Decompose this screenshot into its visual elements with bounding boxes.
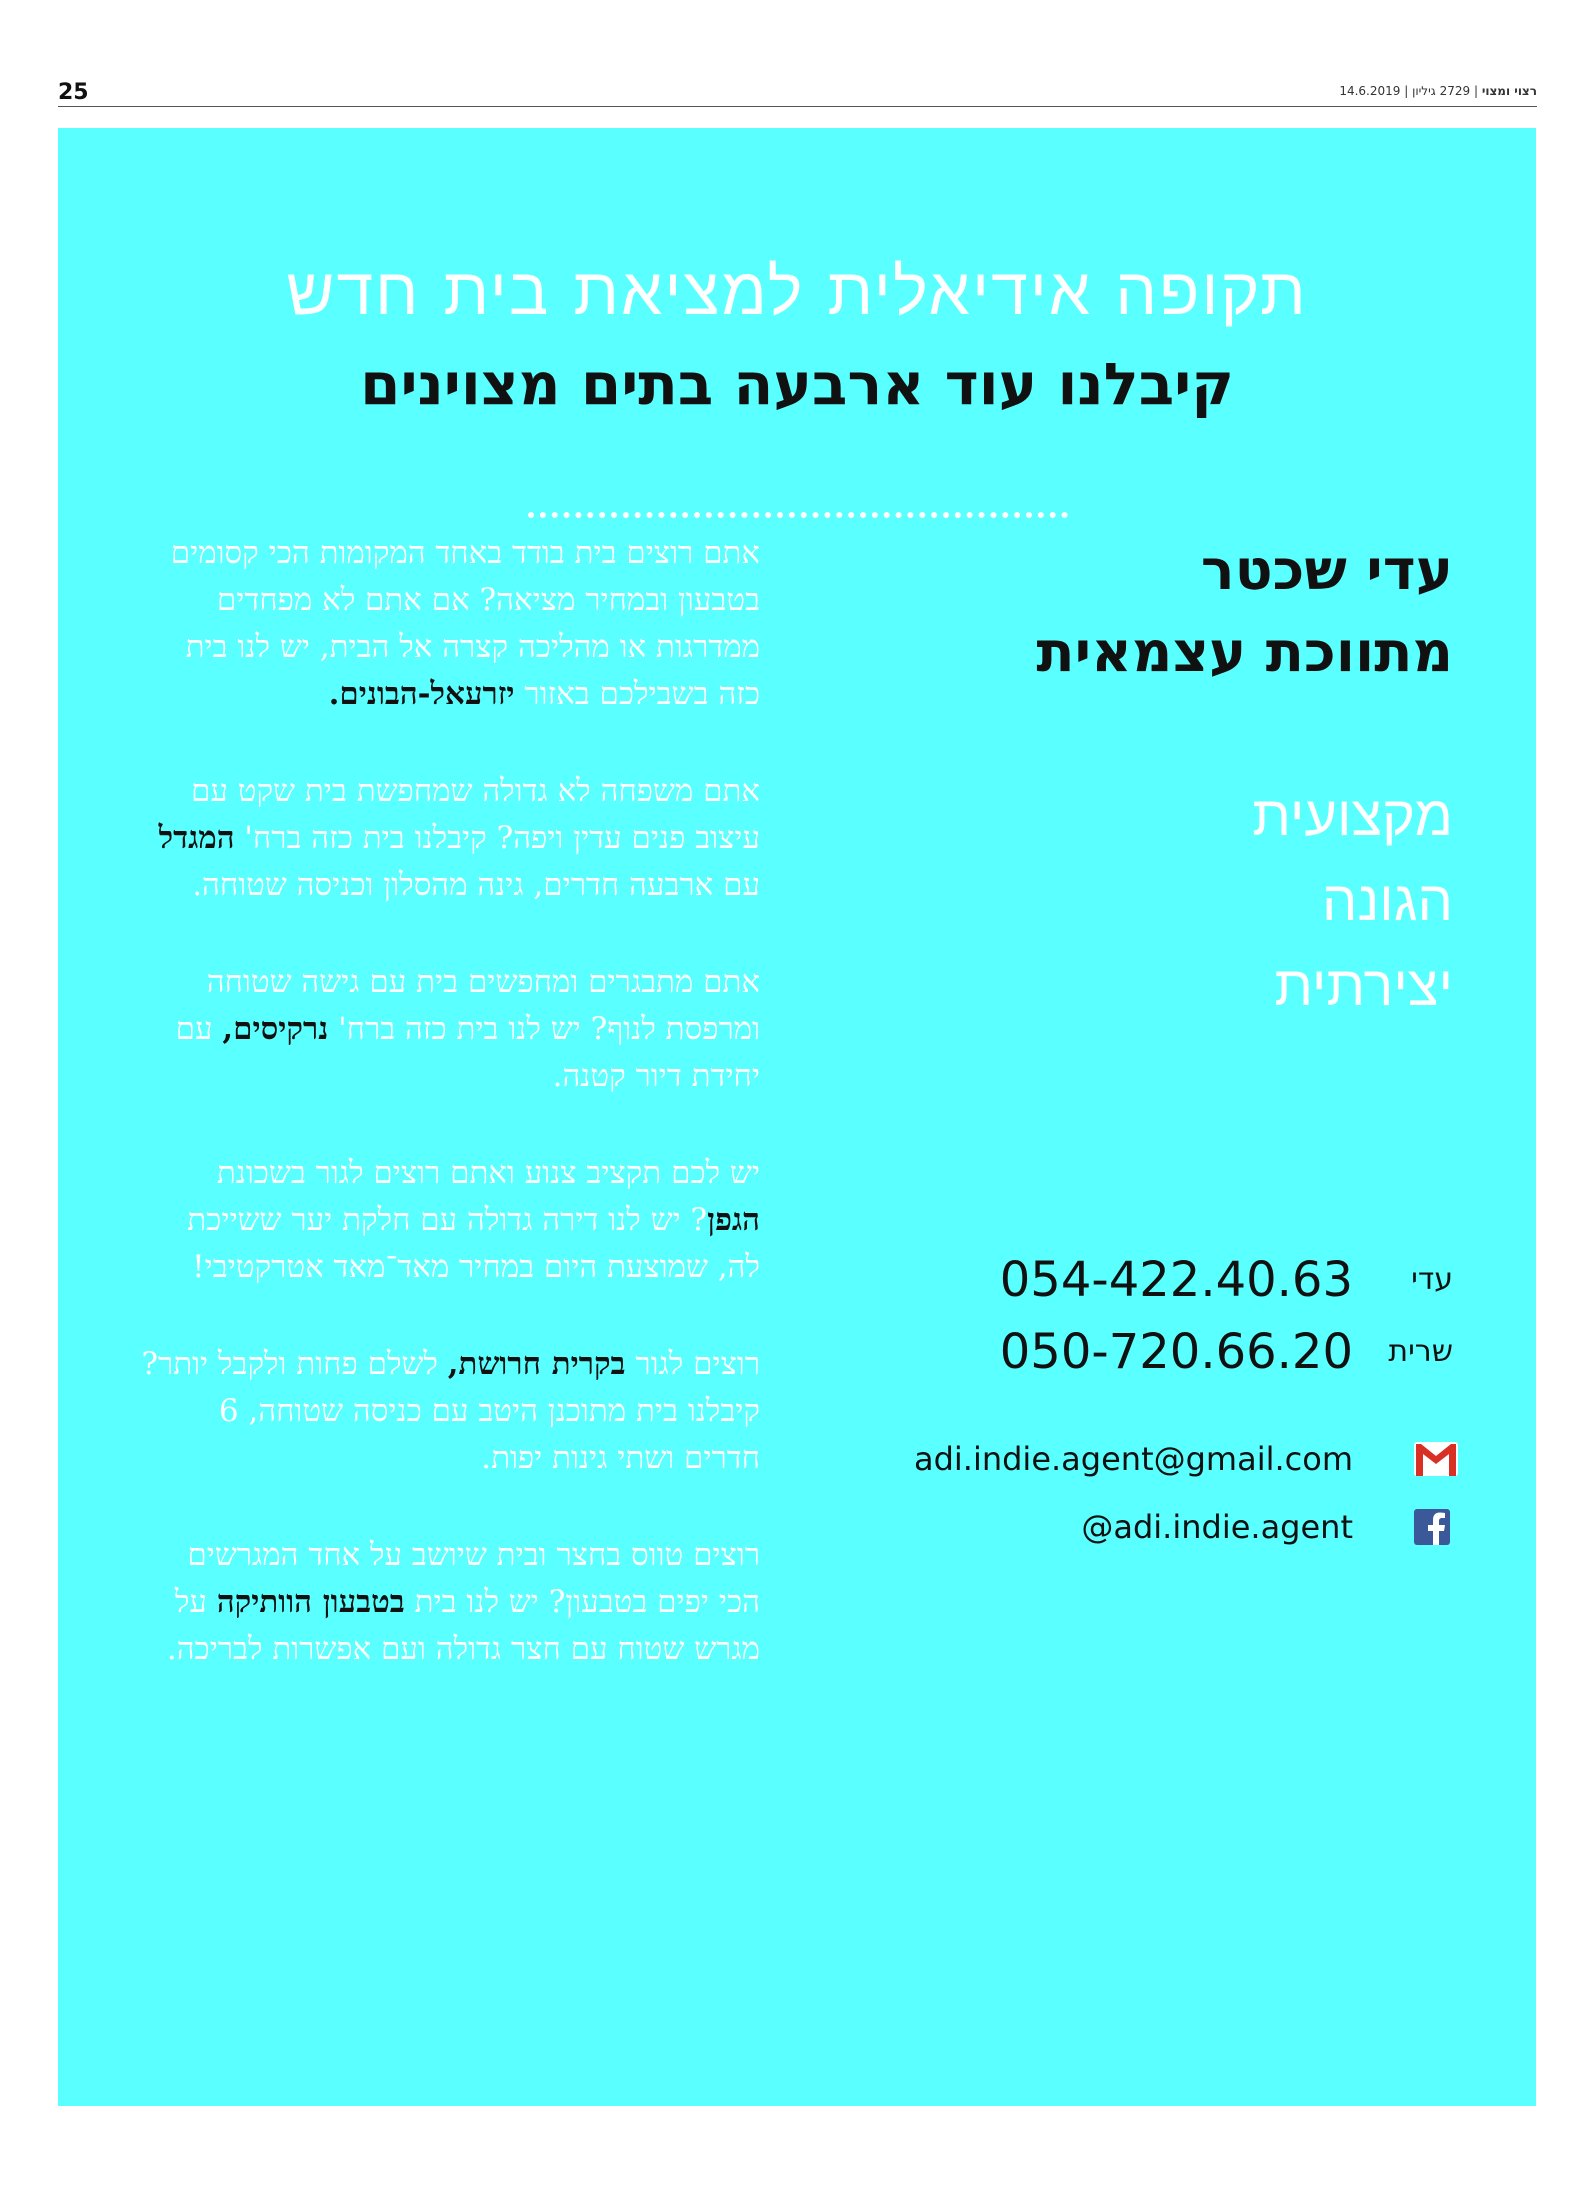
listing-text: רוצים לגור <box>625 1346 760 1382</box>
listing-text: יש לכם תקציב צנוע ואתם רוצים לגור בשכונת <box>216 1155 760 1191</box>
agent-title: מתווכת עצמאית <box>1036 620 1453 685</box>
listing-location: בטבעון הוותיקה <box>216 1584 405 1620</box>
listing-text: אתם משפחה לא גדולה שמחפשת בית שקט עם עיצוב פנים עדין ויפה? קיבלנו בית כזה ברח' <box>191 773 760 856</box>
listing-paragraph <box>140 768 760 909</box>
headline-top: תקופה אידיאלית למציאת בית חדש <box>286 253 1308 330</box>
issue-label: 2729 גיליון <box>1412 84 1471 98</box>
listing-paragraph <box>140 1532 760 1673</box>
publication-name: רצוי ומצוי <box>1481 84 1537 98</box>
listing-paragraph <box>140 530 760 718</box>
listing-paragraph <box>140 1150 760 1291</box>
contact-name: עדי <box>1411 1262 1453 1297</box>
contact-row <box>893 1324 1453 1384</box>
page-number: 25 <box>58 80 89 105</box>
gmail-icon <box>1413 1440 1453 1476</box>
service-item: מקצועית <box>1252 784 1453 849</box>
facebook-icon <box>1413 1508 1453 1544</box>
listing-text: רוצים טווס בחצר ובית שיושב על אחד המגרשים הכי יפים בטבעון? יש לנו בית <box>187 1537 760 1620</box>
listing-text: ? יש לנו דירה גדולה עם חלקת יער ששייכת לה, שמוצעת היום במחיר מאד־מאד אטרקטיבי! <box>187 1202 760 1285</box>
listings-column <box>140 530 760 1723</box>
phone-number[interactable]: 050-720.66.20 <box>999 1324 1353 1380</box>
masthead: רצוי ומצוי | 2729 גיליון | 14.6.2019 <box>1339 84 1537 98</box>
email-line <box>893 1440 1453 1484</box>
email-address[interactable]: adi.indie.agent@gmail.com <box>913 1440 1353 1478</box>
listing-location: הגפן <box>707 1202 760 1238</box>
listing-location: בקרית חרושת, <box>447 1346 626 1382</box>
listing-location: המגדל <box>158 820 235 856</box>
facebook-line <box>893 1508 1453 1552</box>
service-item: יצירתית <box>1274 954 1453 1019</box>
listing-text: עם יחידת דיור קטנה. <box>175 1011 760 1094</box>
listing-location: יזרעאל-הבונים. <box>328 676 515 712</box>
listing-text: עם ארבעה חדרים, גינה מהסלון וכניסה שטוחה. <box>192 867 760 903</box>
listing-text: על מגרש שטוח עם חצר גדולה ועם אפשרות לבריכה. <box>166 1584 760 1667</box>
headline-main: קיבלנו עוד ארבעה בתים מצוינים <box>360 350 1234 418</box>
facebook-handle[interactable]: @adi.indie.agent <box>1081 1508 1353 1546</box>
page-header <box>58 80 1537 107</box>
contact-row <box>893 1252 1453 1312</box>
contact-name: שרית <box>1388 1334 1453 1369</box>
listing-text: אתם מתבגרים ומחפשים בית עם גישה שטוחה ומרפסת לנוף? יש לנו בית כזה ברח' <box>206 964 760 1047</box>
listing-text: אתם רוצים בית בודד באחד המקומות הכי קסומים בטבעון ובמחיר מציאה? אם אתם לא מפחדים ממדרגות או מהליכה קצרה אל הבית, יש לנו בית כזה בשבילכם באזור <box>170 535 760 712</box>
issue-date: 14.6.2019 <box>1339 84 1401 98</box>
listing-text: לשלם פחות ולקבל יותר? קיבלנו בית מתוכנן היטב עם כניסה שטוחה, 6 חדרים ושתי גינות יפות. <box>141 1346 760 1476</box>
services-list <box>893 774 1453 1029</box>
agent-name: עדי שכטר <box>1200 538 1453 603</box>
phone-number[interactable]: 054-422.40.63 <box>999 1252 1353 1308</box>
listing-location: נרקיסים, <box>222 1011 329 1047</box>
listing-paragraph <box>140 959 760 1100</box>
dotted-divider <box>528 512 1068 518</box>
agent-column <box>893 530 1453 1029</box>
service-item: הגונה <box>1321 869 1453 934</box>
listing-paragraph <box>140 1341 760 1482</box>
